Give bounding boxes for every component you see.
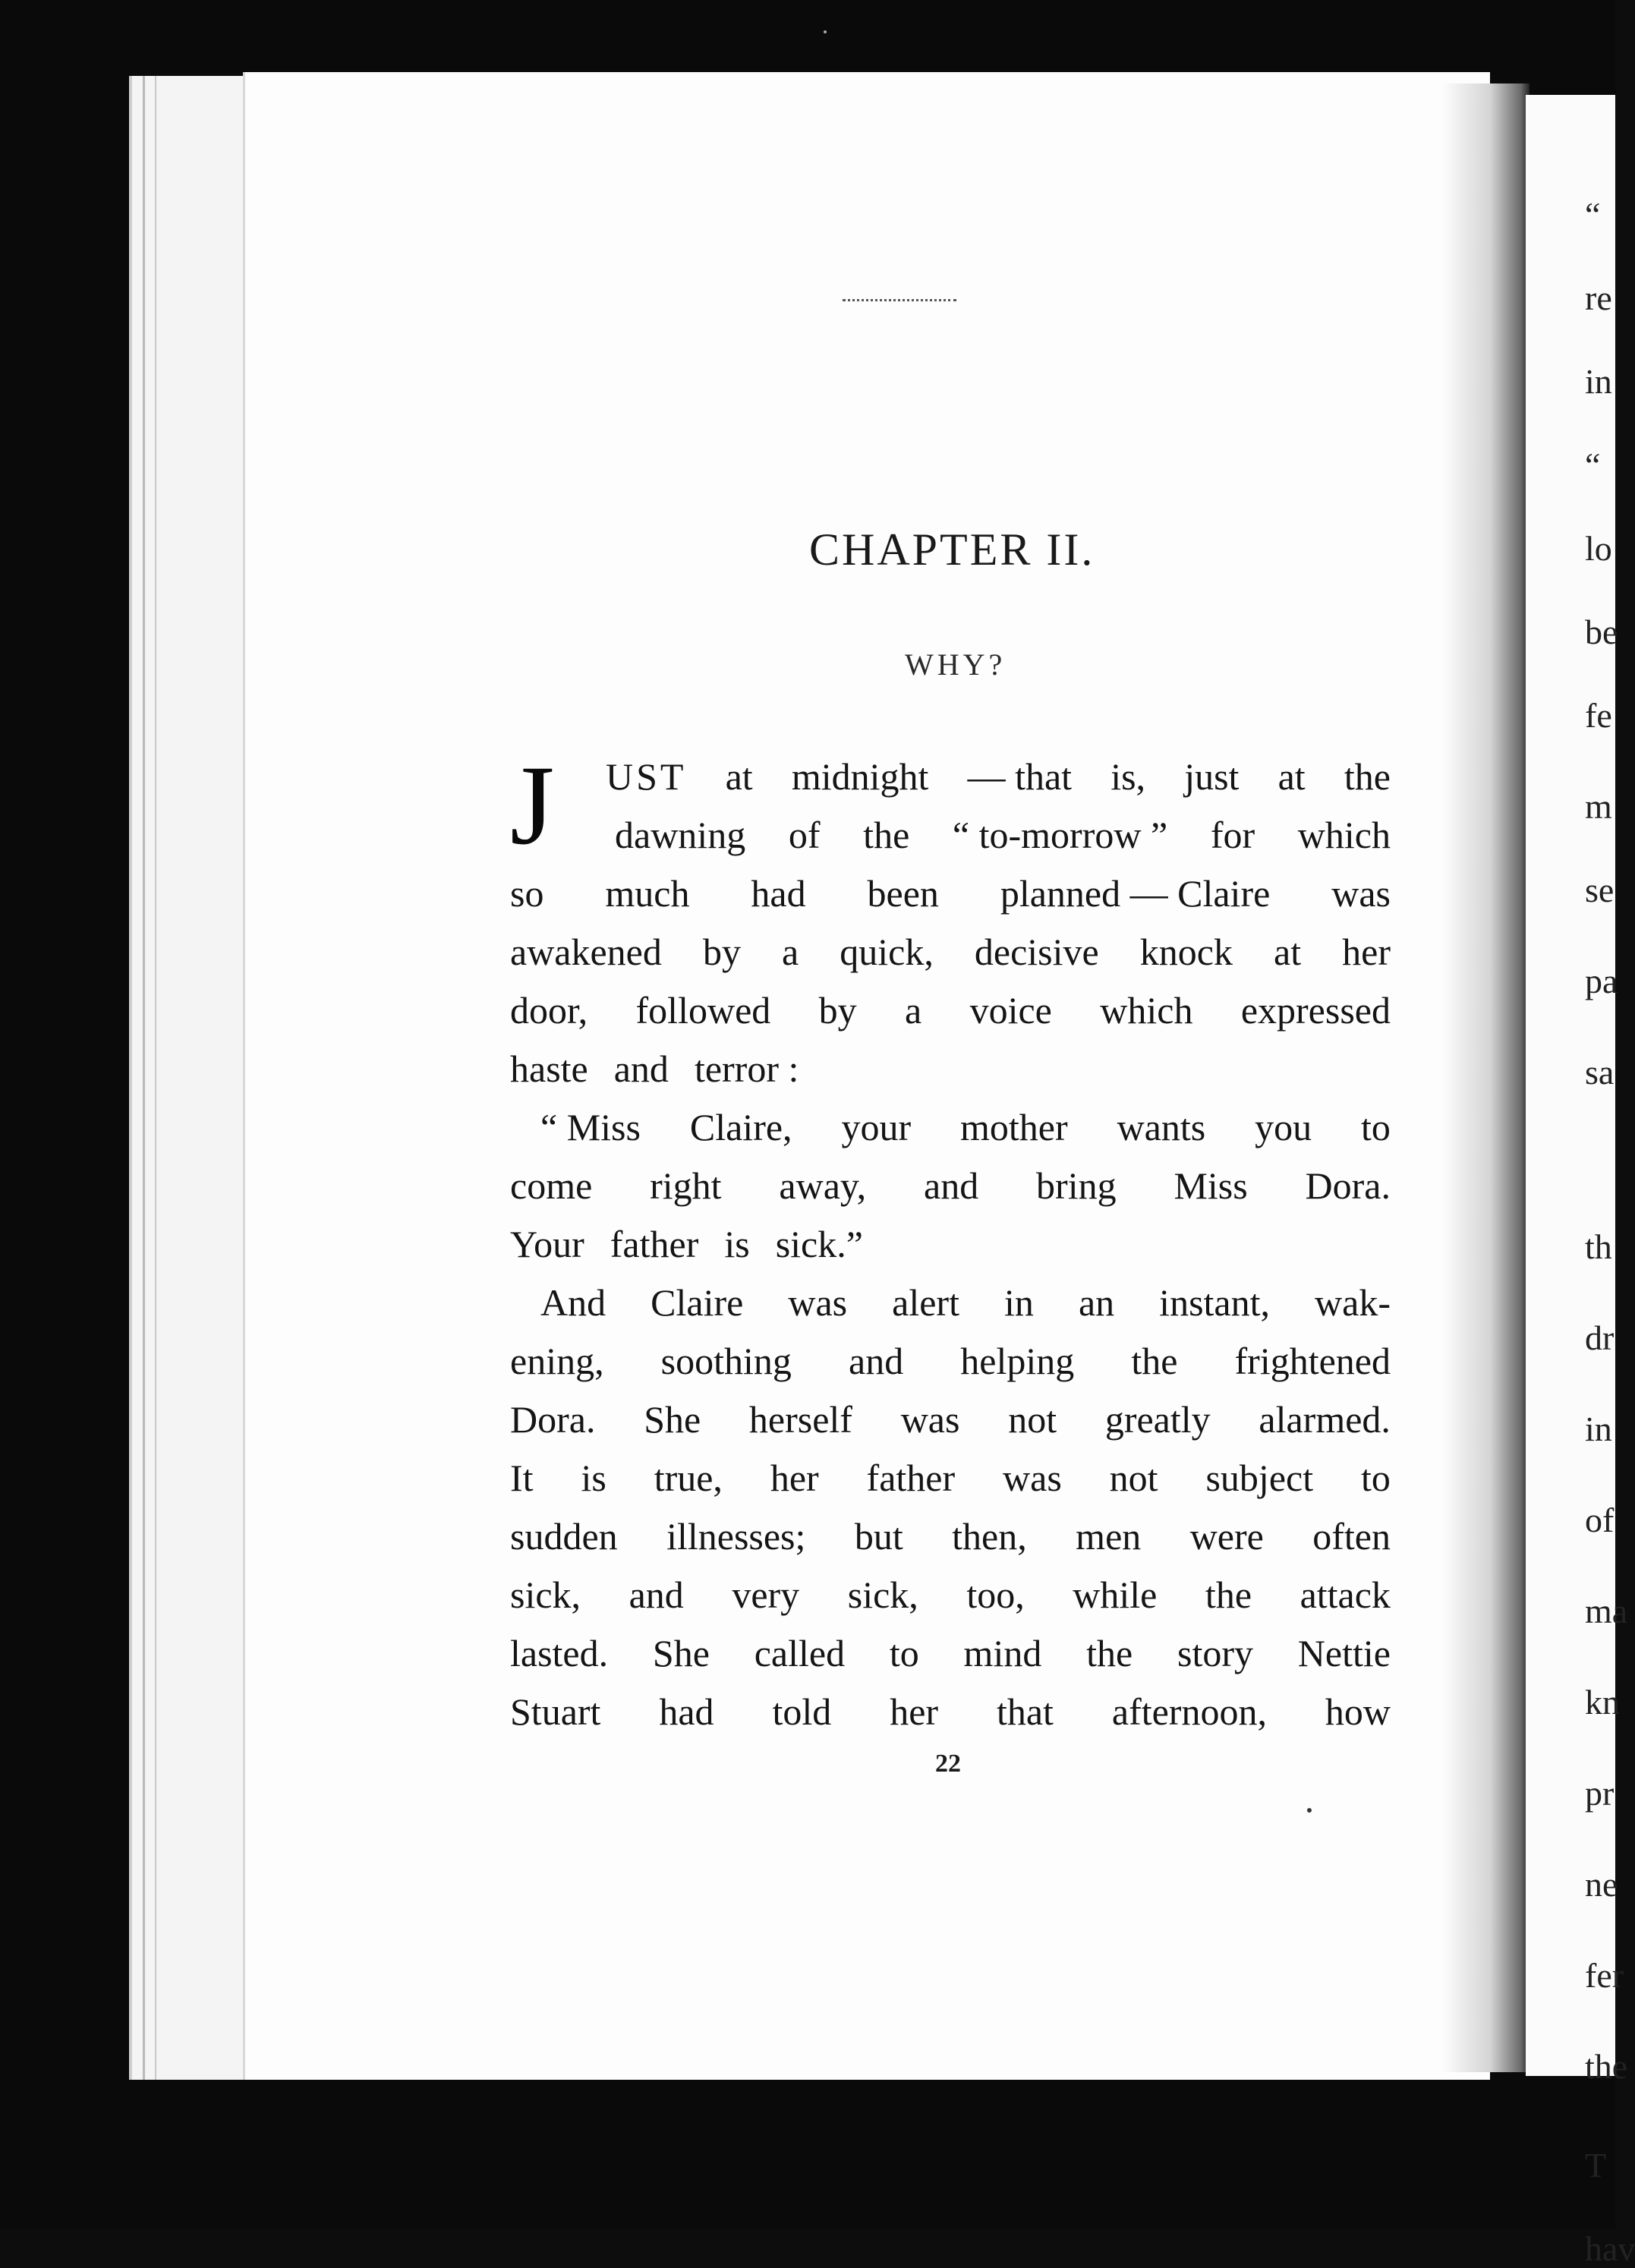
facing-page-fragment: ma — [1585, 1592, 1628, 1630]
facing-page-fragment: ne — [1585, 1865, 1618, 1904]
word: told — [772, 1690, 832, 1733]
word: frightened — [1234, 1340, 1391, 1382]
word: too, — [966, 1573, 1025, 1616]
text-line — [540, 1098, 1391, 1157]
drop-cap: J — [510, 742, 555, 868]
text-line — [510, 1391, 1391, 1449]
facing-page-fragment: pa — [1585, 962, 1618, 1000]
word: the — [1344, 755, 1391, 798]
word: father — [610, 1223, 699, 1265]
word: her — [1342, 931, 1391, 973]
word: UST — [606, 755, 687, 798]
facing-page-sliver — [1526, 95, 1635, 2268]
word: the — [1131, 1340, 1178, 1382]
text-line — [510, 1040, 1391, 1098]
word: the — [1205, 1573, 1252, 1616]
word: dawning — [615, 814, 746, 856]
text-line — [510, 1157, 1391, 1215]
word: and — [613, 1047, 669, 1090]
word: planned — Claire — [1000, 872, 1271, 915]
word: your — [841, 1106, 912, 1148]
word: door, — [510, 989, 588, 1032]
facing-page-fragment: the — [1585, 2047, 1628, 2086]
facing-page-fragment: be — [1585, 613, 1618, 651]
word: for — [1210, 814, 1255, 856]
word: sick.” — [775, 1223, 863, 1265]
text-line — [510, 1449, 1391, 1507]
drop-cap-lines — [606, 748, 1391, 865]
word: — that — [967, 755, 1073, 798]
word: you — [1255, 1106, 1312, 1148]
word: and — [849, 1340, 904, 1382]
facing-page-fragment: se — [1585, 871, 1615, 909]
text-line — [510, 865, 1391, 923]
word: afternoon, — [1111, 1690, 1267, 1733]
word: just — [1184, 755, 1240, 798]
facing-page-fragment: pr — [1585, 1774, 1615, 1813]
word: to — [1361, 1457, 1391, 1499]
text-line — [606, 748, 1391, 806]
text-line — [540, 1274, 1391, 1332]
word: very — [732, 1573, 800, 1616]
word: mind — [963, 1632, 1042, 1674]
word: by — [818, 989, 857, 1032]
word: is, — [1110, 755, 1146, 798]
word: that — [996, 1690, 1054, 1733]
dust-speck — [1307, 1808, 1312, 1813]
text-line — [510, 981, 1391, 1040]
word: expressed — [1240, 989, 1391, 1032]
word: It — [510, 1457, 534, 1499]
word: quick, — [840, 931, 934, 973]
word: Claire — [651, 1281, 744, 1324]
word: was — [788, 1281, 848, 1324]
word: alarmed. — [1259, 1398, 1391, 1441]
word: the — [1086, 1632, 1133, 1674]
word: while — [1073, 1573, 1158, 1616]
word: lasted. — [510, 1632, 609, 1674]
word: terror : — [694, 1047, 799, 1090]
word: men — [1076, 1515, 1142, 1558]
facing-page-fragment: T — [1585, 2146, 1607, 2185]
word: so — [510, 872, 544, 915]
word: was — [1003, 1457, 1062, 1499]
word: then, — [952, 1515, 1027, 1558]
word: helping — [960, 1340, 1075, 1382]
facing-page-fragment: sa — [1585, 1053, 1615, 1091]
word: wants — [1117, 1106, 1206, 1148]
word: instant, — [1159, 1281, 1270, 1324]
page-number: 22 — [935, 1750, 961, 1778]
facing-page-fragment: fer — [1585, 1956, 1624, 1995]
facing-page-fragment: of — [1585, 1501, 1615, 1539]
text-line — [510, 923, 1391, 981]
word: Stuart — [510, 1690, 601, 1733]
word: her — [770, 1457, 819, 1499]
facing-page-fragment: hav — [1585, 2229, 1635, 2268]
word: herself — [748, 1398, 852, 1441]
word: She — [644, 1398, 701, 1441]
word: Your — [510, 1223, 584, 1265]
word: of — [788, 814, 821, 856]
facing-page-fragment: re — [1585, 279, 1612, 317]
word: to — [889, 1632, 919, 1674]
word: come — [510, 1164, 593, 1207]
facing-page-fragment: “ — [1585, 446, 1601, 484]
word: a — [905, 989, 922, 1032]
word: wak- — [1315, 1281, 1391, 1324]
word: her — [890, 1690, 939, 1733]
word: father — [866, 1457, 956, 1499]
word: at — [1277, 755, 1306, 798]
word: right — [650, 1164, 722, 1207]
word: how — [1325, 1690, 1391, 1733]
word: sudden — [510, 1515, 618, 1558]
word: “ to-morrow ” — [952, 814, 1168, 856]
text-line — [510, 1624, 1391, 1683]
paragraph-lines — [510, 865, 1391, 1741]
word: in — [1004, 1281, 1034, 1324]
text-line — [510, 1332, 1391, 1391]
facing-page-fragment: in — [1585, 362, 1612, 401]
word: a — [781, 931, 799, 973]
word: by — [702, 931, 741, 973]
word: And — [540, 1281, 606, 1324]
word: midnight — [791, 755, 929, 798]
word: true, — [654, 1457, 723, 1499]
word: decisive — [974, 931, 1099, 973]
facing-page-fragment: th — [1585, 1227, 1612, 1266]
word: ening, — [510, 1340, 604, 1382]
word: not — [1109, 1457, 1158, 1499]
text-line — [510, 1683, 1391, 1741]
word: awakened — [510, 931, 662, 973]
word: mother — [960, 1106, 1068, 1148]
word: and — [628, 1573, 684, 1616]
word: sick, — [847, 1573, 918, 1616]
opening-paragraph-start — [510, 742, 1391, 868]
word: story — [1177, 1632, 1253, 1674]
word: greatly — [1104, 1398, 1211, 1441]
word: is — [724, 1223, 750, 1265]
word: alert — [892, 1281, 959, 1324]
word: soothing — [660, 1340, 792, 1382]
word: was — [1331, 872, 1391, 915]
chapter-subtitle: WHY? — [905, 647, 1007, 682]
word: to — [1361, 1106, 1391, 1148]
word: the — [863, 814, 910, 856]
word: had — [751, 872, 806, 915]
word: often — [1312, 1515, 1391, 1558]
word: at — [725, 755, 753, 798]
word: knock — [1139, 931, 1233, 973]
word: much — [605, 872, 690, 915]
word: illnesses; — [666, 1515, 806, 1558]
word: was — [900, 1398, 960, 1441]
body-text — [510, 742, 1391, 1741]
word: called — [754, 1632, 846, 1674]
text-line — [510, 1215, 1391, 1274]
facing-page-fragment: dr — [1585, 1318, 1615, 1357]
faint-ink-mark — [843, 299, 956, 304]
word: Miss — [1173, 1164, 1248, 1207]
facing-page-fragment: lo — [1585, 529, 1612, 568]
word: an — [1078, 1281, 1115, 1324]
word: subject — [1205, 1457, 1314, 1499]
word: were — [1189, 1515, 1264, 1558]
word: and — [924, 1164, 979, 1207]
facing-page-fragment: fe — [1585, 696, 1612, 735]
word: but — [854, 1515, 903, 1558]
word: followed — [635, 989, 771, 1032]
word: not — [1008, 1398, 1057, 1441]
text-line — [615, 806, 1391, 865]
word: attack — [1299, 1573, 1391, 1616]
text-line — [510, 1566, 1391, 1624]
word: which — [1297, 814, 1391, 856]
facing-page-fragment: “ — [1585, 195, 1601, 234]
word: away, — [779, 1164, 867, 1207]
word: which — [1100, 989, 1193, 1032]
text-line — [510, 1507, 1391, 1566]
chapter-title: CHAPTER II. — [809, 524, 1095, 575]
word: “ Miss — [540, 1106, 641, 1148]
facing-page-fragment: m — [1585, 787, 1612, 826]
word: bring — [1036, 1164, 1117, 1207]
dust-speck — [824, 30, 827, 33]
word: is — [581, 1457, 606, 1499]
word: had — [659, 1690, 714, 1733]
word: Dora. — [1305, 1164, 1391, 1207]
word: She — [652, 1632, 710, 1674]
word: been — [867, 872, 939, 915]
word: Dora. — [510, 1398, 596, 1441]
word: sick, — [510, 1573, 581, 1616]
word: voice — [969, 989, 1052, 1032]
word: Claire, — [689, 1106, 792, 1148]
word: haste — [510, 1047, 588, 1090]
facing-page-fragment: kn — [1585, 1683, 1620, 1721]
gutter-shadow — [1442, 83, 1529, 2072]
word: Nettie — [1297, 1632, 1391, 1674]
word: at — [1274, 931, 1302, 973]
facing-page-fragment: in — [1585, 1410, 1612, 1448]
